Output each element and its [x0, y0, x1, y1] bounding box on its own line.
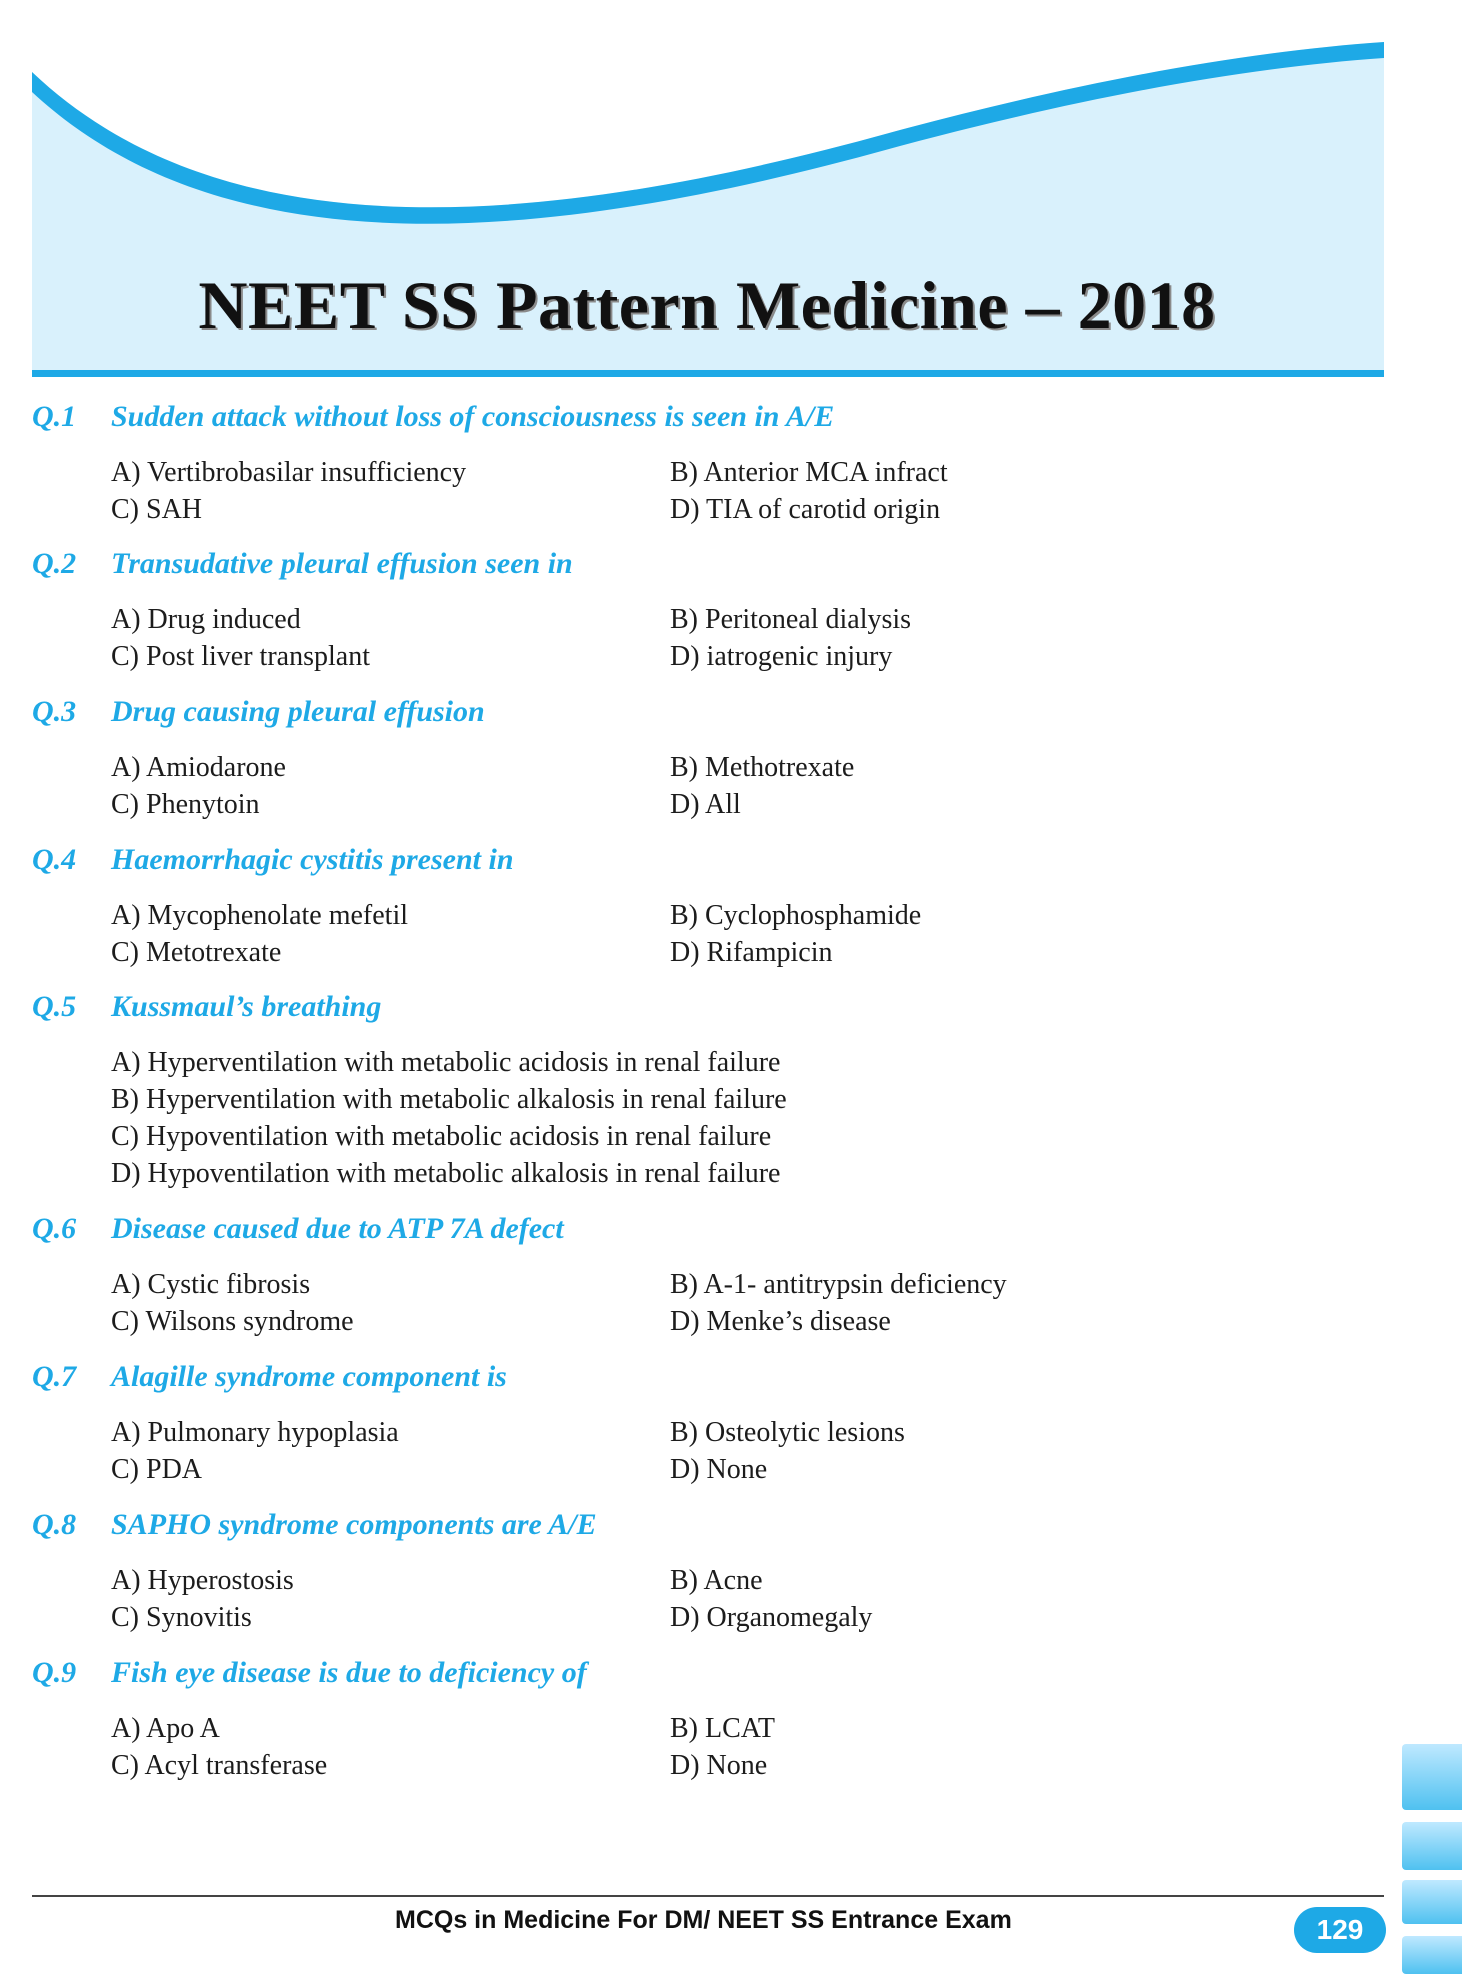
question-text: Transudative pleural effusion seen in: [111, 547, 573, 580]
thumb-tab: [1402, 1744, 1462, 1810]
question-number: Q.3: [32, 695, 77, 728]
option-d: D) None: [670, 1454, 768, 1485]
option-b: B) A-1- antitrypsin deficiency: [670, 1269, 1007, 1300]
question-number: Q.7: [32, 1360, 77, 1393]
option-d: D) Organomegaly: [670, 1602, 873, 1633]
option-a: A) Apo A: [111, 1713, 220, 1744]
question-1: [0, 400, 1400, 525]
option-d: D) Hypoventilation with metabolic alkalosis in renal failure: [111, 1158, 781, 1189]
thumb-tab: [1402, 1822, 1462, 1870]
question-text: Haemorrhagic cystitis present in: [111, 843, 514, 876]
question-number: Q.6: [32, 1212, 77, 1245]
option-d: D) Menke’s disease: [670, 1306, 891, 1337]
option-c: C) Metotrexate: [111, 937, 282, 968]
question-text: Alagille syndrome component is: [111, 1360, 507, 1393]
footer-text: MCQs in Medicine For DM/ NEET SS Entrance Exam: [395, 1906, 1012, 1934]
question-text: Drug causing pleural effusion: [111, 695, 485, 728]
question-text: Kussmaul’s breathing: [111, 990, 382, 1023]
question-7: [0, 1360, 1400, 1485]
page-title: NEET SS Pattern Medicine – 2018: [198, 267, 1216, 343]
page-number-badge: 129: [1294, 1907, 1386, 1953]
option-b: B) Hyperventilation with metabolic alkalosis in renal failure: [111, 1084, 787, 1115]
footer-rule: [32, 1895, 1384, 1897]
option-a: A) Hyperventilation with metabolic acidosis in renal failure: [111, 1047, 781, 1078]
option-d: D) Rifampicin: [670, 937, 833, 968]
question-text: Disease caused due to ATP 7A defect: [111, 1212, 564, 1245]
option-b: B) Methotrexate: [670, 752, 855, 783]
question-2: [0, 547, 1400, 672]
question-text: Fish eye disease is due to deficiency of: [111, 1656, 587, 1689]
question-number: Q.2: [32, 547, 77, 580]
question-text: Sudden attack without loss of consciousness is seen in A/E: [111, 400, 835, 433]
question-9: [0, 1656, 1400, 1781]
option-a: A) Vertibrobasilar insufficiency: [111, 457, 467, 488]
option-a: A) Cystic fibrosis: [111, 1269, 311, 1300]
question-text: SAPHO syndrome components are A/E: [111, 1508, 597, 1541]
question-6: [0, 1212, 1400, 1337]
option-d: D) iatrogenic injury: [670, 641, 893, 672]
option-c: C) Phenytoin: [111, 789, 260, 820]
option-c: C) PDA: [111, 1454, 203, 1485]
question-number: Q.1: [32, 400, 77, 433]
option-d: D) All: [670, 789, 741, 820]
option-a: A) Hyperostosis: [111, 1565, 294, 1596]
option-a: A) Amiodarone: [111, 752, 286, 783]
option-b: B) LCAT: [670, 1713, 775, 1744]
thumb-tab: [1402, 1880, 1462, 1924]
option-d: D) TIA of carotid origin: [670, 494, 941, 525]
question-4: [0, 843, 1400, 968]
option-a: A) Pulmonary hypoplasia: [111, 1417, 399, 1448]
option-b: B) Acne: [670, 1565, 763, 1596]
option-b: B) Peritoneal dialysis: [670, 604, 912, 635]
option-b: B) Anterior MCA infract: [670, 457, 948, 488]
question-5: [0, 990, 1400, 1189]
question-number: Q.4: [32, 843, 77, 876]
option-c: C) Hypoventilation with metabolic acidosis in renal failure: [111, 1121, 772, 1152]
question-8: [0, 1508, 1400, 1633]
option-d: D) None: [670, 1750, 768, 1781]
option-b: B) Osteolytic lesions: [670, 1417, 905, 1448]
banner-bottom-rule: [32, 370, 1384, 377]
question-3: [0, 695, 1400, 820]
question-number: Q.5: [32, 990, 77, 1023]
option-b: B) Cyclophosphamide: [670, 900, 922, 931]
option-a: A) Drug induced: [111, 604, 301, 635]
option-c: C) SAH: [111, 494, 203, 525]
option-c: C) Wilsons syndrome: [111, 1306, 354, 1337]
question-number: Q.8: [32, 1508, 77, 1541]
question-number: Q.9: [32, 1656, 77, 1689]
thumb-tab: [1402, 1936, 1462, 1974]
option-c: C) Synovitis: [111, 1602, 252, 1633]
option-c: C) Acyl transferase: [111, 1750, 328, 1781]
option-a: A) Mycophenolate mefetil: [111, 900, 409, 931]
option-c: C) Post liver transplant: [111, 641, 370, 672]
